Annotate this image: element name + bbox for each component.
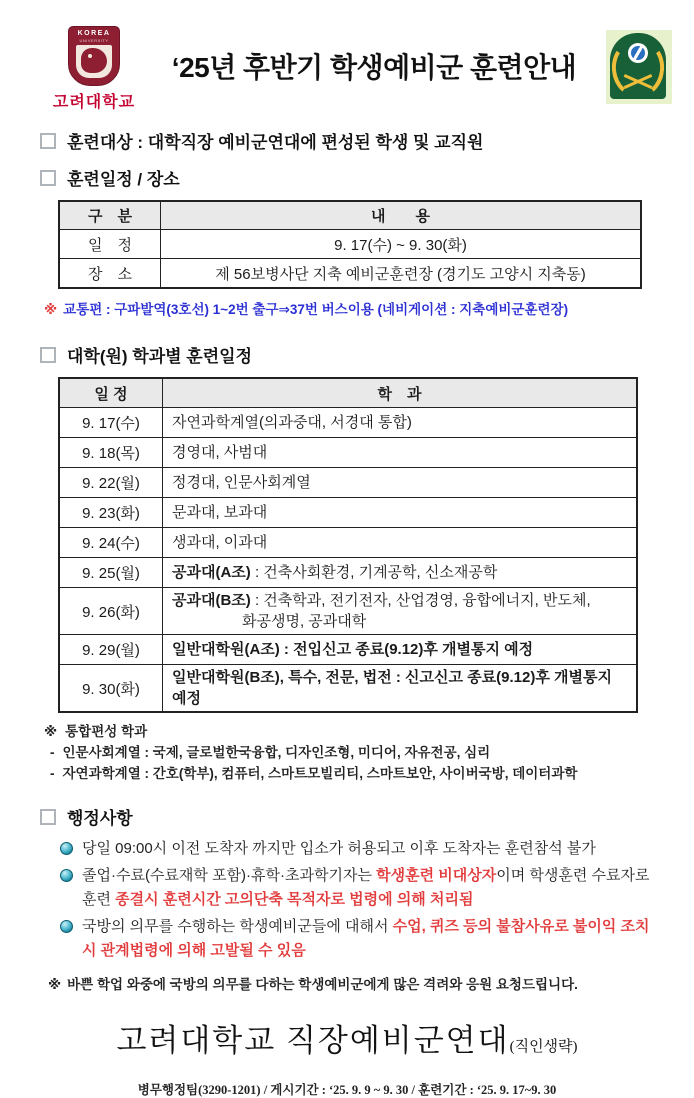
footer-admin-line: 병무행정팀(3290-1201) / 게시기간 : ‘25. 9. 9 ~ 9. 30 / 훈련기간 : ‘25. 9. 17~9. 30 bbox=[137, 1083, 557, 1097]
note-text: 자연과학계열 : 간호(학부), 컴퓨터, 스마트모빌리티, 스마트보안, 사이버국방, 데이터과학 bbox=[62, 766, 578, 781]
schedule-table-body bbox=[59, 230, 641, 289]
section-dept-schedule bbox=[40, 342, 694, 367]
date-cell: 9. 30(화) bbox=[59, 665, 163, 713]
table-row bbox=[59, 230, 641, 259]
text-segment: 종결시 훈련시간 고의단축 목적자로 법령에 의해 처리됨 bbox=[115, 891, 474, 908]
text-segment: 일반대학원(B조), 특수, 전문, 법전 : 신고신고 종료(9.12)후 개별통지 예정 bbox=[172, 669, 612, 707]
square-marker-icon bbox=[40, 133, 56, 149]
subject-cell bbox=[163, 665, 638, 713]
note-line bbox=[50, 763, 694, 784]
sphere-bullet-icon bbox=[60, 842, 73, 855]
emblem-core-circle bbox=[628, 43, 648, 63]
bullet-text bbox=[82, 915, 660, 963]
schedule-table bbox=[58, 200, 642, 289]
text-segment: 당일 09:00시 이전 도착자 까지만 입소가 허용되고 이후 도착자는 훈련참석 불가 bbox=[82, 840, 596, 857]
table-row bbox=[59, 665, 637, 713]
note-text: 통합편성 학과 bbox=[65, 724, 148, 739]
bullet-text bbox=[82, 864, 660, 912]
text-segment: 문과대, 보과대 bbox=[172, 504, 268, 521]
university-name: 고려대학교 bbox=[52, 94, 136, 111]
admin-bullet-item bbox=[60, 864, 660, 912]
date-cell: 9. 23(화) bbox=[59, 498, 163, 528]
text-segment: 국방의 의무를 수행하는 학생예비군들에 대해서 bbox=[82, 918, 393, 935]
section-training-target bbox=[40, 128, 694, 153]
table-row bbox=[59, 408, 637, 438]
section-heading-text: 훈련대상 : 대학직장 예비군연대에 편성된 학생 및 교직원 bbox=[67, 133, 484, 152]
subject-cell bbox=[163, 438, 638, 468]
date-cell: 9. 26(화) bbox=[59, 588, 163, 635]
date-cell: 9. 24(수) bbox=[59, 528, 163, 558]
column-header-category: 구 분 bbox=[59, 201, 161, 230]
admin-bullet-item bbox=[60, 837, 660, 861]
closing-note bbox=[48, 973, 694, 993]
schedule-table-head bbox=[59, 201, 641, 230]
text-segment: : 건축학과, 전기전자, 산업경영, 융합에너지, 반도체, bbox=[250, 592, 591, 609]
subject-cell bbox=[163, 468, 638, 498]
dept-table-head bbox=[59, 378, 637, 408]
subject-cell bbox=[163, 408, 638, 438]
admin-bullets bbox=[60, 837, 660, 963]
issuing-organization bbox=[0, 1015, 694, 1060]
table-row bbox=[59, 558, 637, 588]
korea-university-crest-icon bbox=[68, 26, 120, 86]
section-heading-text: 행정사항 bbox=[67, 809, 133, 828]
table-row bbox=[59, 259, 641, 289]
university-logo bbox=[46, 26, 142, 112]
date-cell: 9. 29(월) bbox=[59, 635, 163, 665]
dept-schedule-table bbox=[58, 377, 638, 713]
admin-bullet-item bbox=[60, 915, 660, 963]
column-header-date: 일 정 bbox=[59, 378, 163, 408]
date-cell: 9. 17(수) bbox=[59, 408, 163, 438]
table-row bbox=[59, 588, 637, 635]
table-header-row bbox=[59, 201, 641, 230]
subject-cell bbox=[163, 588, 638, 635]
dept-table-body bbox=[59, 408, 637, 713]
crest-tiger-panel bbox=[76, 45, 112, 78]
date-cell: 9. 25(월) bbox=[59, 558, 163, 588]
tiger-eye-icon bbox=[88, 54, 92, 58]
bullet-text bbox=[82, 837, 596, 861]
subject-cell bbox=[163, 558, 638, 588]
date-cell: 9. 18(목) bbox=[59, 438, 163, 468]
row-label-cell: 장 소 bbox=[59, 259, 161, 289]
note-mark: - bbox=[50, 745, 55, 760]
sphere-bullet-icon bbox=[60, 869, 73, 882]
emblem-badge bbox=[610, 33, 666, 99]
column-header-dept: 학 과 bbox=[163, 378, 638, 408]
subject-cell bbox=[163, 498, 638, 528]
section-admin bbox=[40, 804, 694, 829]
crest-korea-text: KOREA bbox=[77, 30, 111, 37]
note-line bbox=[44, 721, 694, 742]
text-segment: 화공생명, 공과대학 bbox=[242, 613, 367, 630]
transport-note bbox=[44, 298, 694, 318]
text-segment: 자연과학계열(의과중대, 서경대 통합) bbox=[172, 414, 412, 431]
date-cell: 9. 22(월) bbox=[59, 468, 163, 498]
square-marker-icon bbox=[40, 347, 56, 363]
dept-notes bbox=[44, 721, 694, 784]
stamp-omitted-note: (직인생략) bbox=[509, 1039, 578, 1055]
transport-note-text: 교통편 : 구파발역(3호선) 1~2번 출구⇒37번 버스이용 (네비게이션 : 지축예비군훈련장) bbox=[63, 302, 569, 317]
reserve-forces-emblem-icon bbox=[606, 30, 672, 104]
text-segment: 졸업·수료(수료재학 포함)·휴학·초과학기자는 bbox=[82, 867, 377, 884]
sphere-bullet-icon bbox=[60, 920, 73, 933]
header bbox=[0, 0, 694, 112]
emblem-symbol-icon bbox=[631, 46, 645, 60]
table-header-row bbox=[59, 378, 637, 408]
table-row bbox=[59, 635, 637, 665]
section-heading-text: 대학(원) 학과별 훈련일정 bbox=[67, 347, 252, 366]
text-segment: 공과대(B조) bbox=[172, 592, 251, 609]
text-segment: 공과대(A조) bbox=[172, 564, 251, 581]
note-mark: ※ bbox=[48, 977, 62, 992]
table-row bbox=[59, 498, 637, 528]
table-row bbox=[59, 468, 637, 498]
organization-name: 고려대학교 직장예비군연대 bbox=[116, 1023, 510, 1058]
note-line bbox=[50, 742, 694, 763]
subject-cell bbox=[163, 635, 638, 665]
square-marker-icon bbox=[40, 170, 56, 186]
note-mark: - bbox=[50, 766, 55, 781]
row-value-cell: 9. 17(수) ~ 9. 30(화) bbox=[161, 230, 642, 259]
text-segment: 정경대, 인문사회계열 bbox=[172, 474, 311, 491]
row-value-cell: 제 56보병사단 지축 예비군훈련장 (경기도 고양시 지축동) bbox=[161, 259, 642, 289]
row-label-cell: 일 정 bbox=[59, 230, 161, 259]
note-mark: ※ bbox=[44, 724, 58, 739]
column-header-content: 내 용 bbox=[161, 201, 642, 230]
closing-note-text: 바쁜 학업 와중에 국방의 의무를 다하는 학생예비군에게 많은 격려와 응원 요청드립니다. bbox=[67, 977, 578, 992]
note-text: 인문사회계열 : 국제, 글로벌한국융합, 디자인조형, 미디어, 자유전공, 심리 bbox=[62, 745, 491, 760]
text-segment: 생과대, 이과대 bbox=[172, 534, 268, 551]
page-title: ‘25년 후반기 학생예비군 훈련안내 bbox=[171, 52, 577, 83]
text-segment: 경영대, 사범대 bbox=[172, 444, 268, 461]
section-schedule bbox=[40, 165, 694, 190]
tiger-icon bbox=[81, 48, 107, 73]
crest-university-text: UNIVERSITY bbox=[79, 38, 109, 43]
table-row bbox=[59, 438, 637, 468]
text-segment: 일반대학원(A조) : 전입신고 종료(9.12)후 개별통지 예정 bbox=[172, 641, 534, 658]
text-segment: 수업, 퀴즈 등의 불참사유로 불이익 조치시 관계법령에 의해 고발될 수 있음 bbox=[82, 918, 650, 959]
subject-cell bbox=[163, 528, 638, 558]
text-segment: 이며 학생훈련 수료자로 훈련 bbox=[82, 867, 650, 908]
text-segment: 학생훈련 비대상자 bbox=[376, 867, 497, 884]
table-row bbox=[59, 528, 637, 558]
square-marker-icon bbox=[40, 809, 56, 825]
note-mark: ※ bbox=[44, 302, 58, 317]
section-heading-text: 훈련일정 / 장소 bbox=[67, 170, 180, 189]
text-segment: : 건축사회환경, 기계공학, 신소재공학 bbox=[250, 564, 498, 581]
